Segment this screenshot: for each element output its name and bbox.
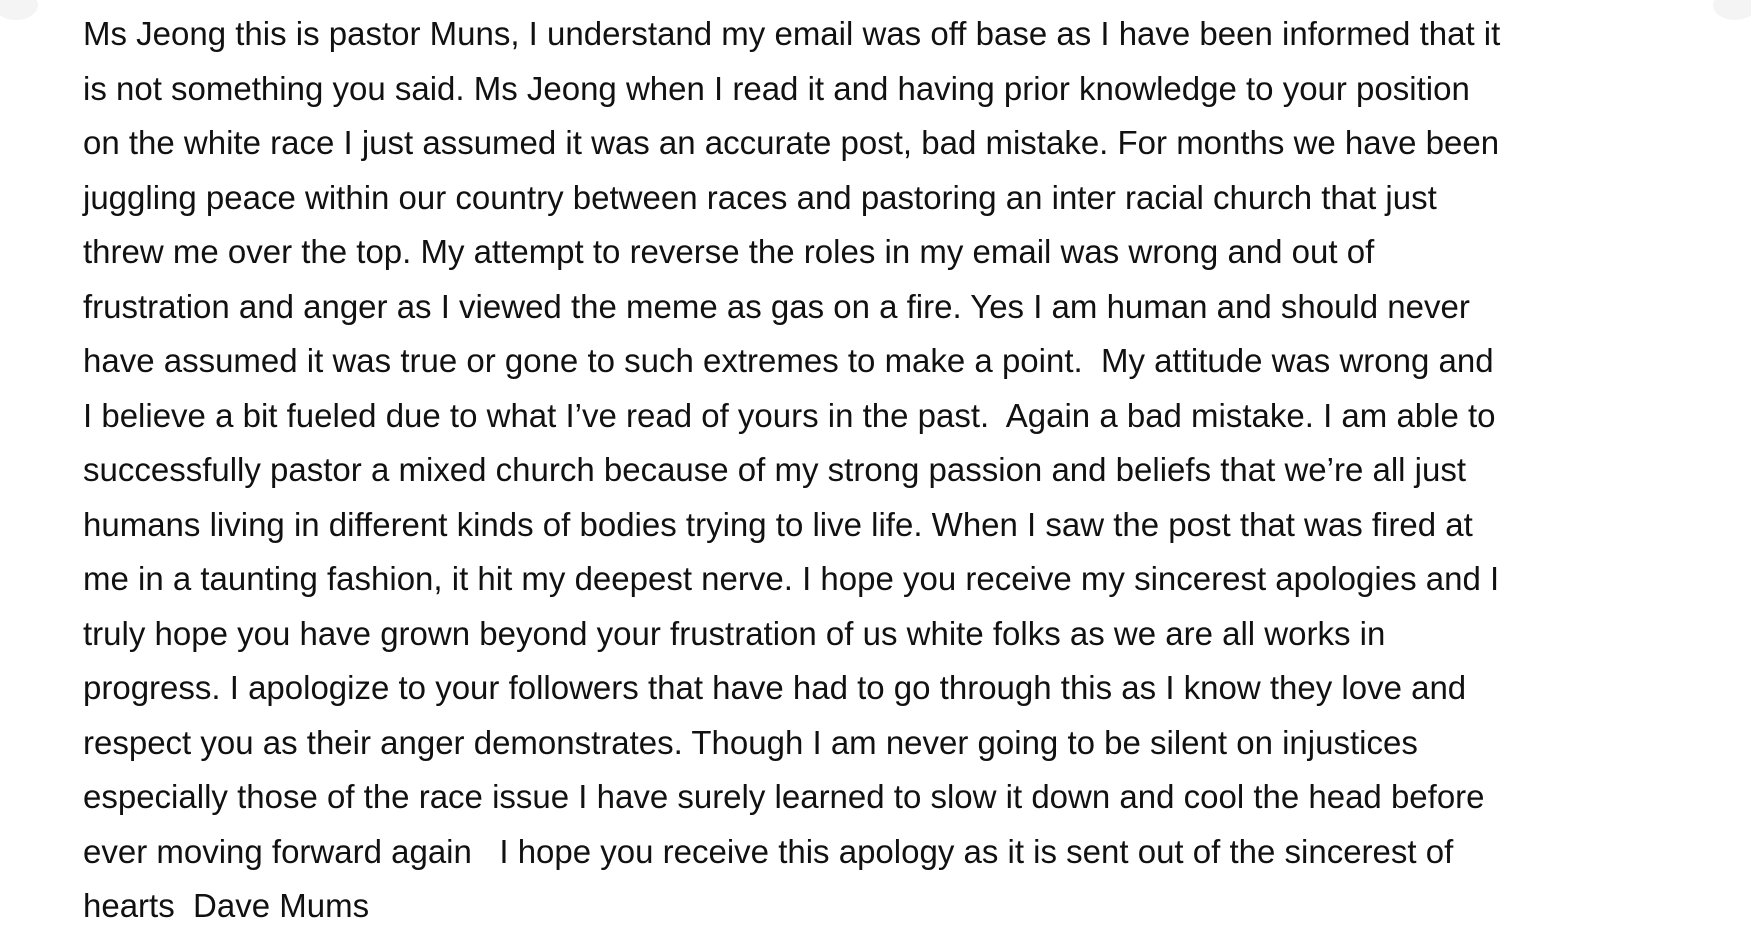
message-line: progress. I apologize to your followers that have had to go through this as I know they love and	[83, 669, 1467, 706]
message-line: especially those of the race issue I have surely learned to slow it down and cool the head before	[83, 778, 1485, 815]
message-line: is not something you said. Ms Jeong when I read it and having prior knowledge to your position	[83, 69, 1470, 107]
message-line: truly hope you have grown beyond your frustration of us white folks as we are all works in	[83, 614, 1386, 652]
message-line: humans living in different kinds of bodies trying to live life. When I saw the post that was fired at	[83, 505, 1473, 543]
message-signature-line: hearts Dave Mums	[83, 887, 370, 924]
message-line: ever moving forward again I hope you receive this apology as it is sent out of the sincerest of	[83, 832, 1454, 870]
message-line: have assumed it was true or gone to such extremes to make a point. My attitude was wrong and	[83, 342, 1494, 379]
message-line: respect you as their anger demonstrates. Though I am never going to be silent on injustices	[83, 723, 1418, 761]
message-line: frustration and anger as I viewed the meme as gas on a fire. Yes I am human and should never	[83, 287, 1470, 325]
message-line: me in a taunting fashion, it hit my deepest nerve. I hope you receive my sincerest apologies and I	[83, 560, 1500, 597]
message-line: on the white race I just assumed it was an accurate post, bad mistake. For months we have been	[83, 124, 1500, 161]
message-line: juggling peace within our country between races and pastoring an inter racial church that just	[83, 178, 1437, 216]
message-line: I believe a bit fueled due to what I’ve read of yours in the past. Again a bad mistake. I am able to	[83, 396, 1496, 434]
message-line: threw me over the top. My attempt to reverse the roles in my email was wrong and out of	[83, 233, 1375, 270]
message-line: successfully pastor a mixed church because of my strong passion and beliefs that we’re all just	[83, 451, 1467, 488]
message-line: Ms Jeong this is pastor Muns, I understand my email was off base as I have been informed that it	[83, 15, 1501, 52]
top-left-corner-shadow	[0, 0, 38, 20]
message-body	[83, 7, 1743, 934]
